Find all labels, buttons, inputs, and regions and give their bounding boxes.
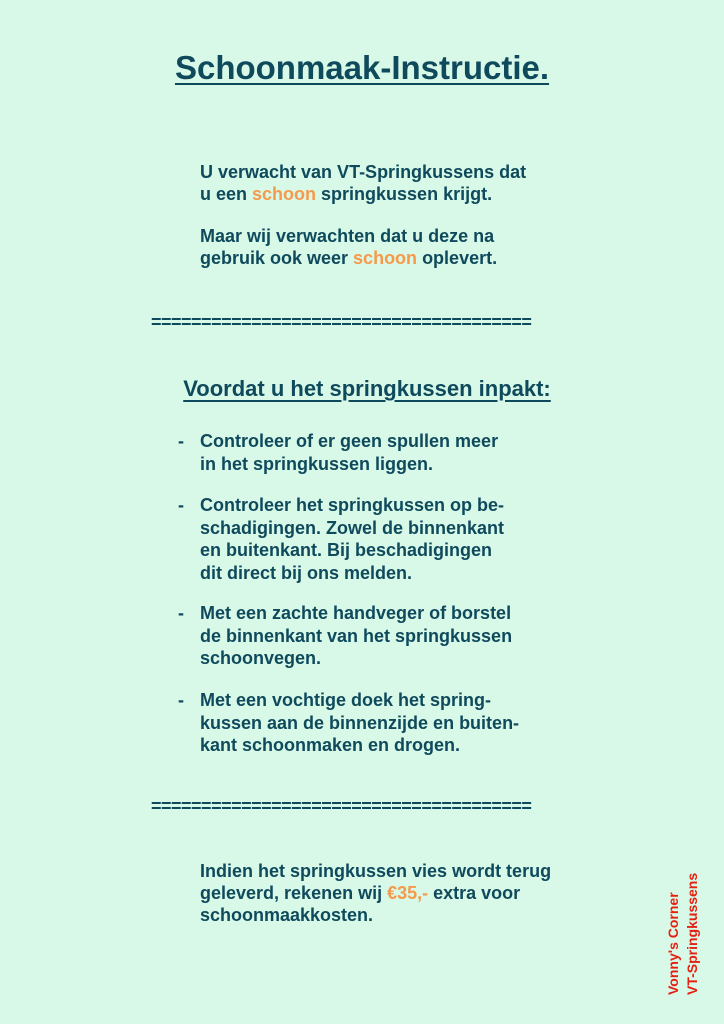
separator-line: ====================================== [151, 796, 532, 816]
bullet-line: dit direct bij ons melden. [200, 562, 413, 583]
bullet-item [178, 430, 498, 475]
intro-line: U verwacht van VT-Springkussens dat [200, 162, 527, 182]
price-highlight: €35,- [387, 883, 429, 903]
bullet-dash: - [178, 495, 184, 515]
bullet-line: Met een vochtige doek het spring- [200, 690, 492, 710]
bullet-line: Met een zachte handveger of borstel [200, 603, 512, 623]
bullet-line: Controleer het springkussen op be- [200, 495, 505, 515]
signature-line: VT-Springkussens [684, 872, 700, 995]
footer-line: Indien het springkussen vies wordt terug [200, 861, 552, 881]
intro-line-part: oplevert. [417, 248, 498, 268]
bullet-dash: - [178, 431, 184, 451]
bullet-line: in het springkussen liggen. [200, 453, 434, 474]
bullet-item [178, 494, 504, 584]
intro-paragraph-1 [200, 161, 526, 205]
bullet-line: schoonvegen. [200, 648, 322, 668]
page-title-text: Schoonmaak-Instructie. [174, 49, 550, 86]
bullet-dash: - [178, 690, 184, 710]
separator-line: ====================================== [151, 312, 532, 332]
bullet-line: schadigingen. Zowel de binnenkant [200, 517, 505, 538]
intro-line-part: gebruik ook weer [200, 248, 354, 268]
footer-line: schoonmaakkosten. [200, 905, 374, 925]
bullet-line: en buitenkant. Bij beschadigingen [200, 540, 493, 560]
highlight-word: schoon [252, 184, 317, 204]
signature-line: Vonny's Corner [665, 892, 681, 995]
bullet-item [178, 602, 512, 670]
bullet-line: de binnenkant van het springkussen [200, 625, 513, 646]
bullet-dash: - [178, 603, 184, 623]
footer-line-part: geleverd, rekenen wij [200, 883, 388, 903]
intro-line-part: springkussen krijgt. [316, 184, 493, 204]
section-heading [0, 374, 724, 404]
highlight-word: schoon [353, 248, 418, 268]
bullet-line: Controleer of er geen spullen meer [200, 431, 499, 451]
intro-paragraph-2 [200, 225, 497, 269]
footer-note [200, 860, 551, 926]
bullet-line: kant schoonmaken en drogen. [200, 735, 461, 755]
page-title [0, 46, 724, 90]
intro-line-part: u een [200, 184, 253, 204]
signature [664, 873, 702, 995]
bullet-item [178, 689, 519, 757]
intro-line: Maar wij verwachten dat u deze na [200, 226, 495, 246]
section-heading-text: Voordat u het springkussen inpakt: [183, 376, 551, 401]
bullet-line: kussen aan de binnenzijde en buiten- [200, 712, 520, 733]
footer-line-part: extra voor [428, 883, 521, 903]
